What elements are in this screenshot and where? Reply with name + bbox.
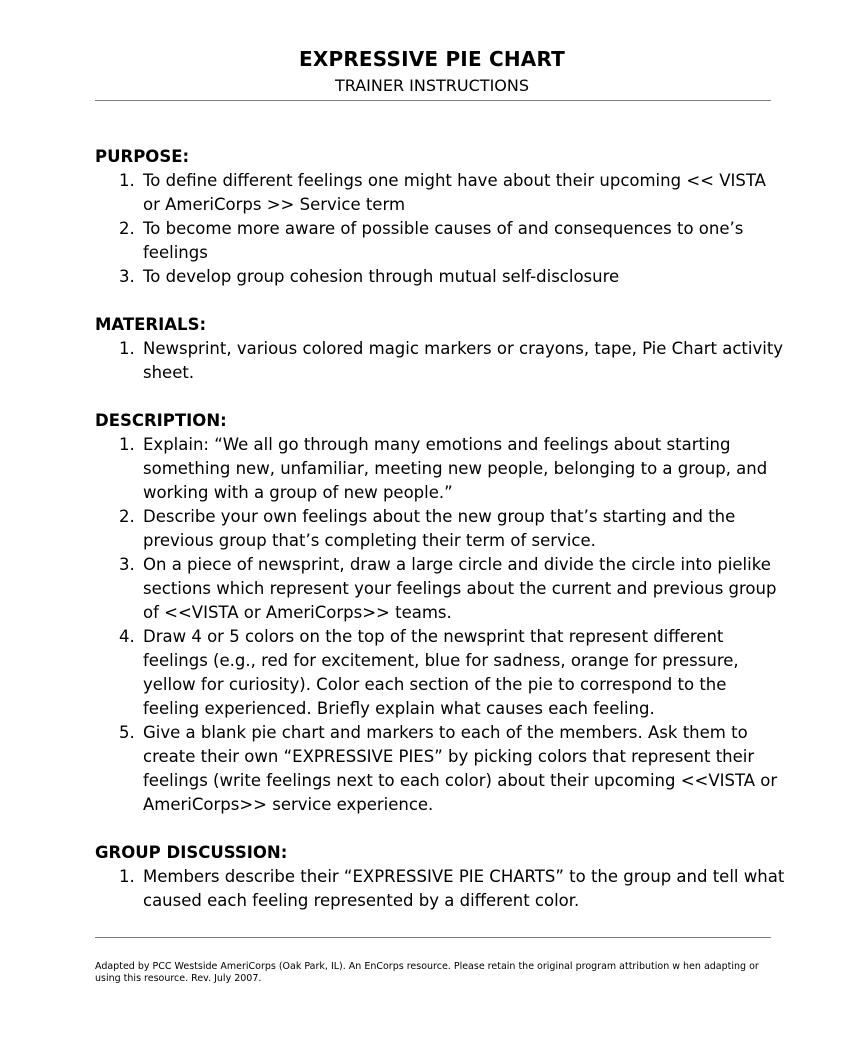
section-group-discussion (95, 841, 785, 913)
section-description (95, 409, 785, 817)
section-materials (95, 313, 785, 385)
list-item-number: 1. (119, 339, 135, 358)
list-item-text: Members describe their “EXPRESSIVE PIE CHARTS” to the group and tell what caused each feeling represented by a different color. (143, 867, 785, 910)
list-item-number: 2. (119, 219, 135, 238)
list-item-number: 1. (119, 171, 135, 190)
list-item (95, 337, 785, 385)
description-list (95, 433, 785, 817)
list-item-number: 1. (119, 435, 135, 454)
list-item-text: Draw 4 or 5 colors on the top of the newsprint that represent different feelings (e.g., red for excitement, blue for sadness, orange for pressure, yellow for curiosity). Color each section of the pie to correspond to the feeling experienced. Briefly explain what causes each feeling. (143, 627, 739, 718)
list-item-text: On a piece of newsprint, draw a large circle and divide the circle into pielike sections which represent your feelings about the current and previous group of <<VISTA or AmeriCorps>> teams. (143, 555, 777, 622)
list-item (95, 505, 785, 553)
list-item (95, 721, 785, 817)
section-heading: MATERIALS: (95, 315, 207, 334)
list-item (95, 553, 785, 625)
section-heading: DESCRIPTION: (95, 411, 227, 430)
list-item-number: 1. (119, 867, 135, 886)
document-body (95, 145, 785, 937)
footer-attribution: Adapted by PCC Westside AmeriCorps (Oak Park, IL). An EnCorps resource. Please retain the original program attribution w hen adapting or using this resource. Rev. July 2007. (95, 961, 759, 984)
list-item (95, 169, 785, 217)
document-title: EXPRESSIVE PIE CHART (298, 47, 566, 71)
list-item (95, 625, 785, 721)
list-item-number: 4. (119, 627, 135, 646)
list-item-text: Give a blank pie chart and markers to each of the members. Ask them to create their own “EXPRESSIVE PIES” by picking colors that represent their feelings (write feelings next to each color) about their upcoming <<VISTA or AmeriCorps>> service experience. (143, 723, 778, 814)
list-item (95, 865, 785, 913)
list-item (95, 433, 785, 505)
list-item-text: Describe your own feelings about the new group that’s starting and the previous group that’s completing their term of service. (143, 507, 736, 550)
list-item-number: 5. (119, 723, 135, 742)
section-purpose (95, 145, 785, 289)
purpose-list (95, 169, 785, 289)
group-discussion-list (95, 865, 785, 913)
list-item-text: To develop group cohesion through mutual self-disclosure (143, 267, 620, 286)
list-item-number: 3. (119, 555, 135, 574)
list-item-number: 3. (119, 267, 135, 286)
header-divider (95, 100, 771, 101)
footer-divider (95, 937, 771, 938)
document-subtitle: TRAINER INSTRUCTIONS (334, 76, 529, 95)
section-heading: GROUP DISCUSSION: (95, 843, 288, 862)
list-item-text: To become more aware of possible causes of and consequences to one’s feelings (143, 219, 744, 262)
list-item-text: Explain: “We all go through many emotions and feelings about starting something new, unfamiliar, meeting new people, belonging to a group, and working with a group of new people.” (143, 435, 768, 502)
list-item (95, 217, 785, 265)
section-heading: PURPOSE: (95, 147, 190, 166)
list-item-text: To define different feelings one might have about their upcoming << VISTA or AmeriCorps >> Service term (143, 171, 766, 214)
list-item (95, 265, 785, 289)
materials-list (95, 337, 785, 385)
list-item-text: Newsprint, various colored magic markers or crayons, tape, Pie Chart activity sheet. (143, 339, 784, 382)
list-item-number: 2. (119, 507, 135, 526)
